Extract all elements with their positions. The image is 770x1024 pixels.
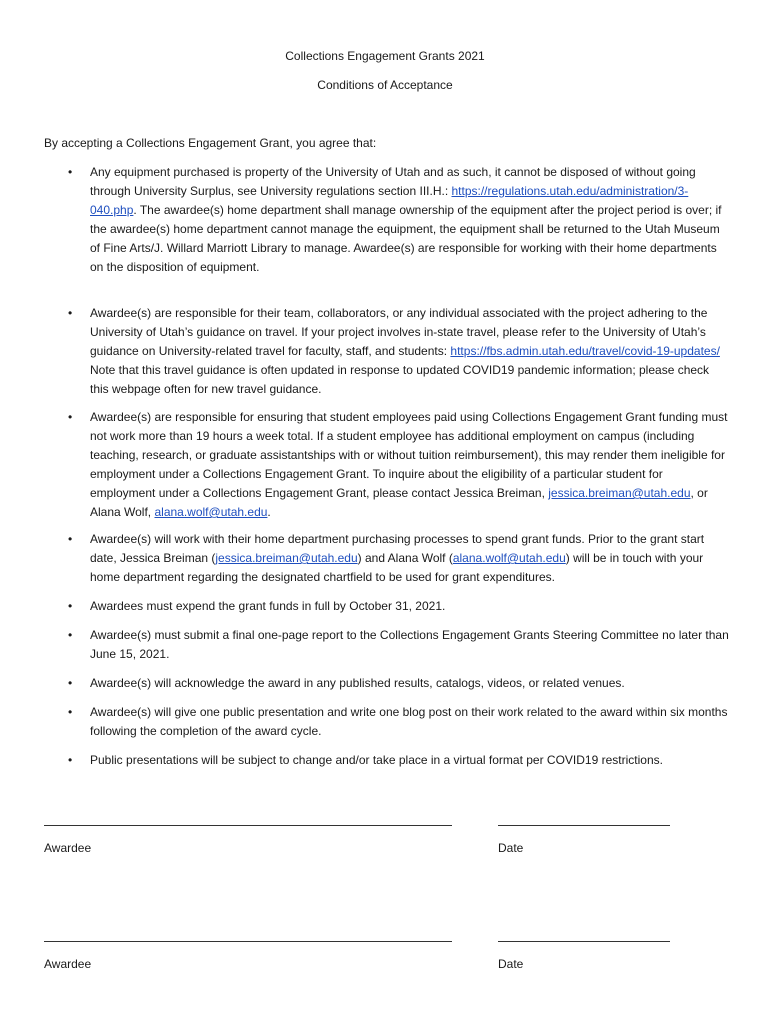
bullet-icon: •	[68, 532, 73, 546]
condition-text: Awardees must expend the grant funds in full by October 31, 2021.	[90, 599, 446, 613]
bullet-icon: •	[68, 705, 73, 719]
intro-text: By accepting a Collections Engagement Grant, you agree that:	[44, 136, 377, 150]
condition-item	[68, 751, 730, 770]
condition-item	[68, 304, 730, 399]
condition-item	[68, 674, 730, 693]
date-signature-line[interactable]	[498, 941, 670, 942]
condition-text: Awardee(s) will acknowledge the award in any published results, catalogs, videos, or related venues.	[90, 676, 625, 690]
condition-item	[68, 530, 730, 587]
condition-text: Note that this travel guidance is often updated in response to updated COVID19 pandemic information; please check this webpage often for new travel guidance.	[90, 363, 710, 396]
awardee-label: Awardee	[44, 841, 92, 855]
condition-item	[68, 163, 730, 277]
condition-text: , or Alana Wolf,	[90, 486, 708, 519]
condition-text: ) will be in touch with your home department regarding the designated chartfield to be used for grant expenditures.	[90, 551, 704, 584]
condition-text: Awardee(s) will give one public presentation and write one blog post on their work related to the award within six months following the completion of the award cycle.	[90, 705, 728, 738]
bullet-icon: •	[68, 676, 73, 690]
condition-text: Public presentations will be subject to change and/or take place in a virtual format per COVID19 restrictions.	[90, 753, 663, 767]
condition-item	[68, 408, 730, 522]
email-link-alana[interactable]: alana.wolf@utah.edu	[154, 505, 268, 519]
email-link-jessica[interactable]: jessica.breiman@utah.edu	[215, 551, 358, 565]
bullet-icon: •	[68, 599, 73, 613]
bullet-icon: •	[68, 753, 73, 767]
date-signature-line[interactable]	[498, 825, 670, 826]
awardee-signature-line[interactable]	[44, 941, 452, 942]
document-subtitle: Conditions of Acceptance	[317, 78, 453, 92]
condition-item	[68, 597, 730, 616]
condition-text: ) and Alana Wolf (	[357, 551, 453, 565]
condition-text: Awardee(s) must submit a final one-page report to the Collections Engagement Grants Steering Committee no later than June 15, 2021.	[90, 628, 729, 661]
bullet-icon: •	[68, 410, 73, 424]
travel-guidance-link[interactable]: https://fbs.admin.utah.edu/travel/covid-19-updates/	[450, 344, 720, 358]
condition-text: . The awardee(s) home department shall manage ownership of the equipment after the project period is over; if the awardee(s) home department cannot manage the equipment, the equipment shall be returned to the Utah Museum of Fine Arts/J. Willard Marriott Library to manage. Awardee(s) are responsible for working with their home departments on the disposition of equipment.	[90, 203, 722, 274]
condition-text: Awardee(s) are responsible for ensuring that student employees paid using Collections Engagement Grant funding must not work more than 19 hours a week total. If a student employee has additional employment on campus (including teaching, research, or graduate assistantships with or without tuition reimbursement), this may render them ineligible for employment under a Collections Engagement Grant. To inquire about the eligibility of a particular student for employment under a Collections Engagement Grant, please contact Jessica Breiman,	[90, 410, 728, 500]
bullet-icon: •	[68, 165, 73, 179]
email-link-jessica[interactable]: jessica.breiman@utah.edu	[548, 486, 691, 500]
condition-text: Any equipment purchased is property of the University of Utah and as such, it cannot be disposed of without going through University Surplus, see University regulations section III.H.:	[90, 165, 696, 198]
awardee-label: Awardee	[44, 957, 92, 971]
bullet-icon: •	[68, 306, 73, 320]
date-label: Date	[498, 957, 524, 971]
condition-item	[68, 626, 730, 664]
date-label: Date	[498, 841, 524, 855]
regulations-link[interactable]: https://regulations.utah.edu/administration/3-040.php	[90, 184, 689, 217]
condition-text: Awardee(s) will work with their home department purchasing processes to spend grant funds. Prior to the grant start date, Jessica Breiman (	[90, 532, 705, 565]
condition-text: .	[267, 505, 271, 519]
email-link-alana[interactable]: alana.wolf@utah.edu	[452, 551, 566, 565]
document-title: Collections Engagement Grants 2021	[285, 49, 485, 63]
condition-text: Awardee(s) are responsible for their team, collaborators, or any individual associated with the project adhering to the University of Utah’s guidance on travel. If your project involves in-state travel, please refer to the University of Utah’s guidance on University-related travel for faculty, staff, and students:	[90, 306, 708, 358]
awardee-signature-line[interactable]	[44, 825, 452, 826]
condition-item	[68, 703, 730, 741]
bullet-icon: •	[68, 628, 73, 642]
